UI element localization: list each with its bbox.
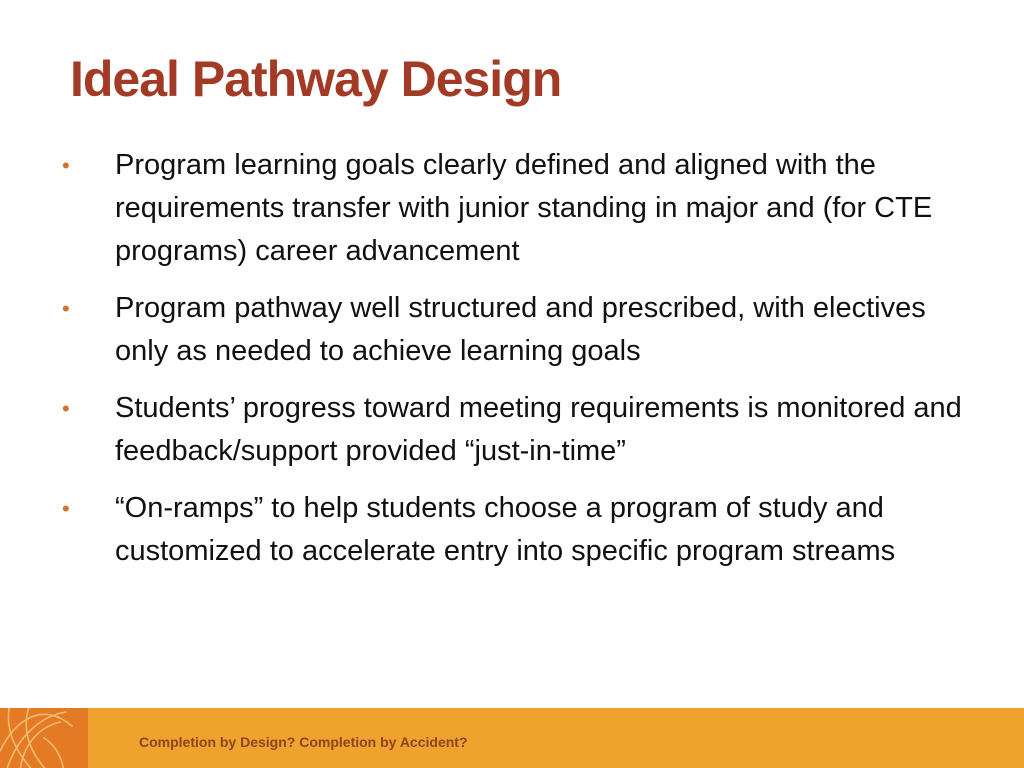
bullet-icon: • — [62, 396, 70, 421]
bullet-text: Program learning goals clearly defined and aligned with the requirements transfer with junior standing in major and (for CTE programs) career advancement — [115, 149, 933, 267]
bullet-list — [62, 144, 972, 587]
swirl-logo-icon — [0, 708, 88, 768]
list-item — [62, 387, 972, 473]
list-item — [62, 144, 972, 273]
footer-bar — [0, 708, 1024, 768]
bullet-text: Students’ progress toward meeting requirements is monitored and feedback/support provided “just-in-time” — [115, 392, 962, 467]
bullet-text: “On-ramps” to help students choose a program of study and customized to accelerate entry into specific program streams — [115, 492, 896, 567]
slide-title: Ideal Pathway Design — [70, 51, 562, 107]
list-item — [62, 487, 972, 573]
bullet-text: Program pathway well structured and prescribed, with electives only as needed to achieve learning goals — [115, 292, 926, 367]
bullet-icon: • — [62, 153, 70, 178]
bullet-icon: • — [62, 496, 70, 521]
bullet-icon: • — [62, 296, 70, 321]
list-item — [62, 287, 972, 373]
footer-text: Completion by Design? Completion by Accident? — [139, 734, 468, 750]
